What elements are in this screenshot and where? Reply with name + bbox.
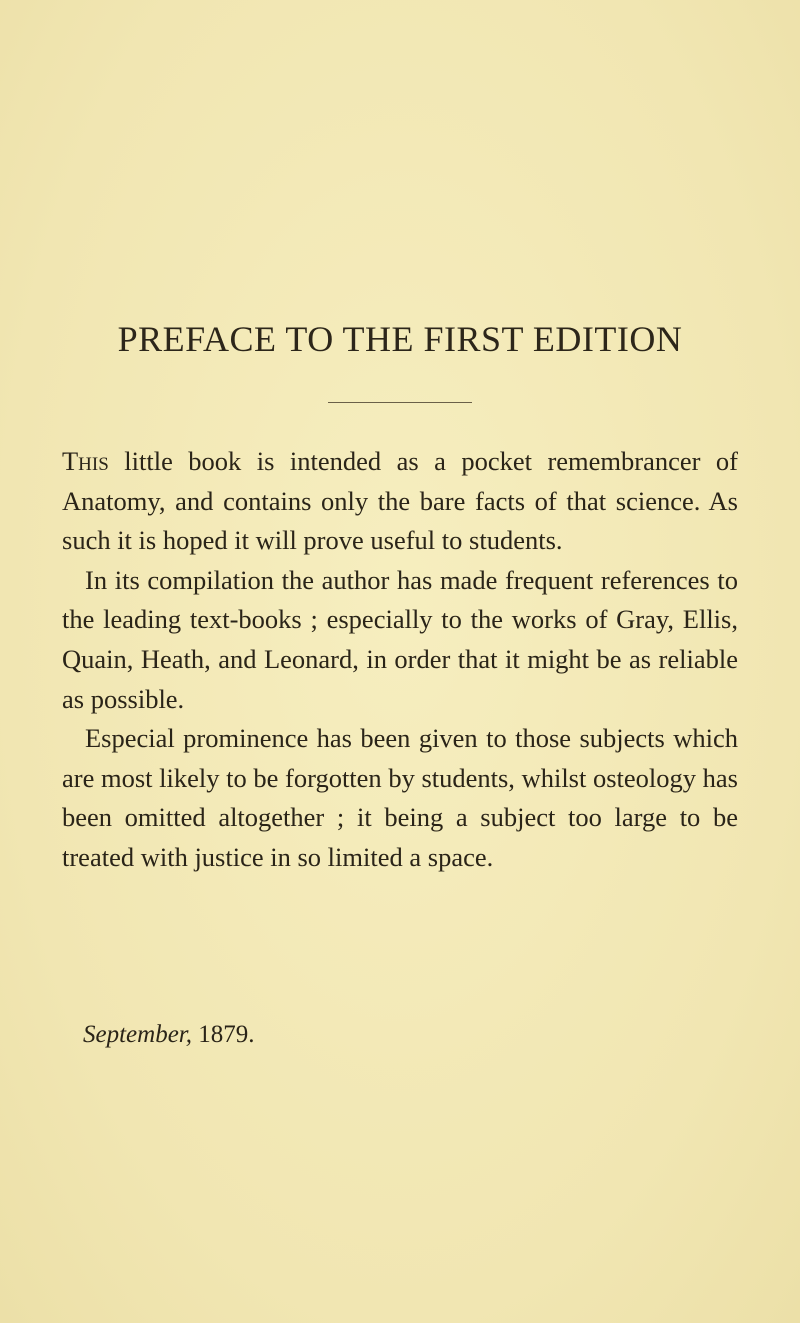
paragraph-1 — [62, 442, 738, 561]
paragraph-1-text: little book is intended as a pocket remembrancer of Anatomy, and contains only the bare facts of that science. As such it is hoped it will prove useful to students. — [62, 446, 738, 556]
preface-body — [62, 442, 738, 878]
title-divider — [328, 402, 472, 403]
paragraph-1-lead-word: This — [62, 446, 109, 476]
signature-year: 1879. — [198, 1021, 255, 1048]
date-signature — [83, 1021, 255, 1049]
signature-month: September, — [83, 1021, 192, 1048]
paragraph-2: In its compilation the author has made frequent references to the leading text-books ; especially to the works of Gray, Ellis, Quain, Heath, and Leonard, in order that it might be as reliable as possible. — [62, 564, 738, 714]
page-title: PREFACE TO THE FIRST EDITION — [117, 319, 683, 359]
paragraph-3: Especial prominence has been given to those subjects which are most likely to be forgotten by students, whilst osteology has been omitted altogether ; it being a subject too large to be treated with justice in so limited a space. — [62, 723, 738, 872]
